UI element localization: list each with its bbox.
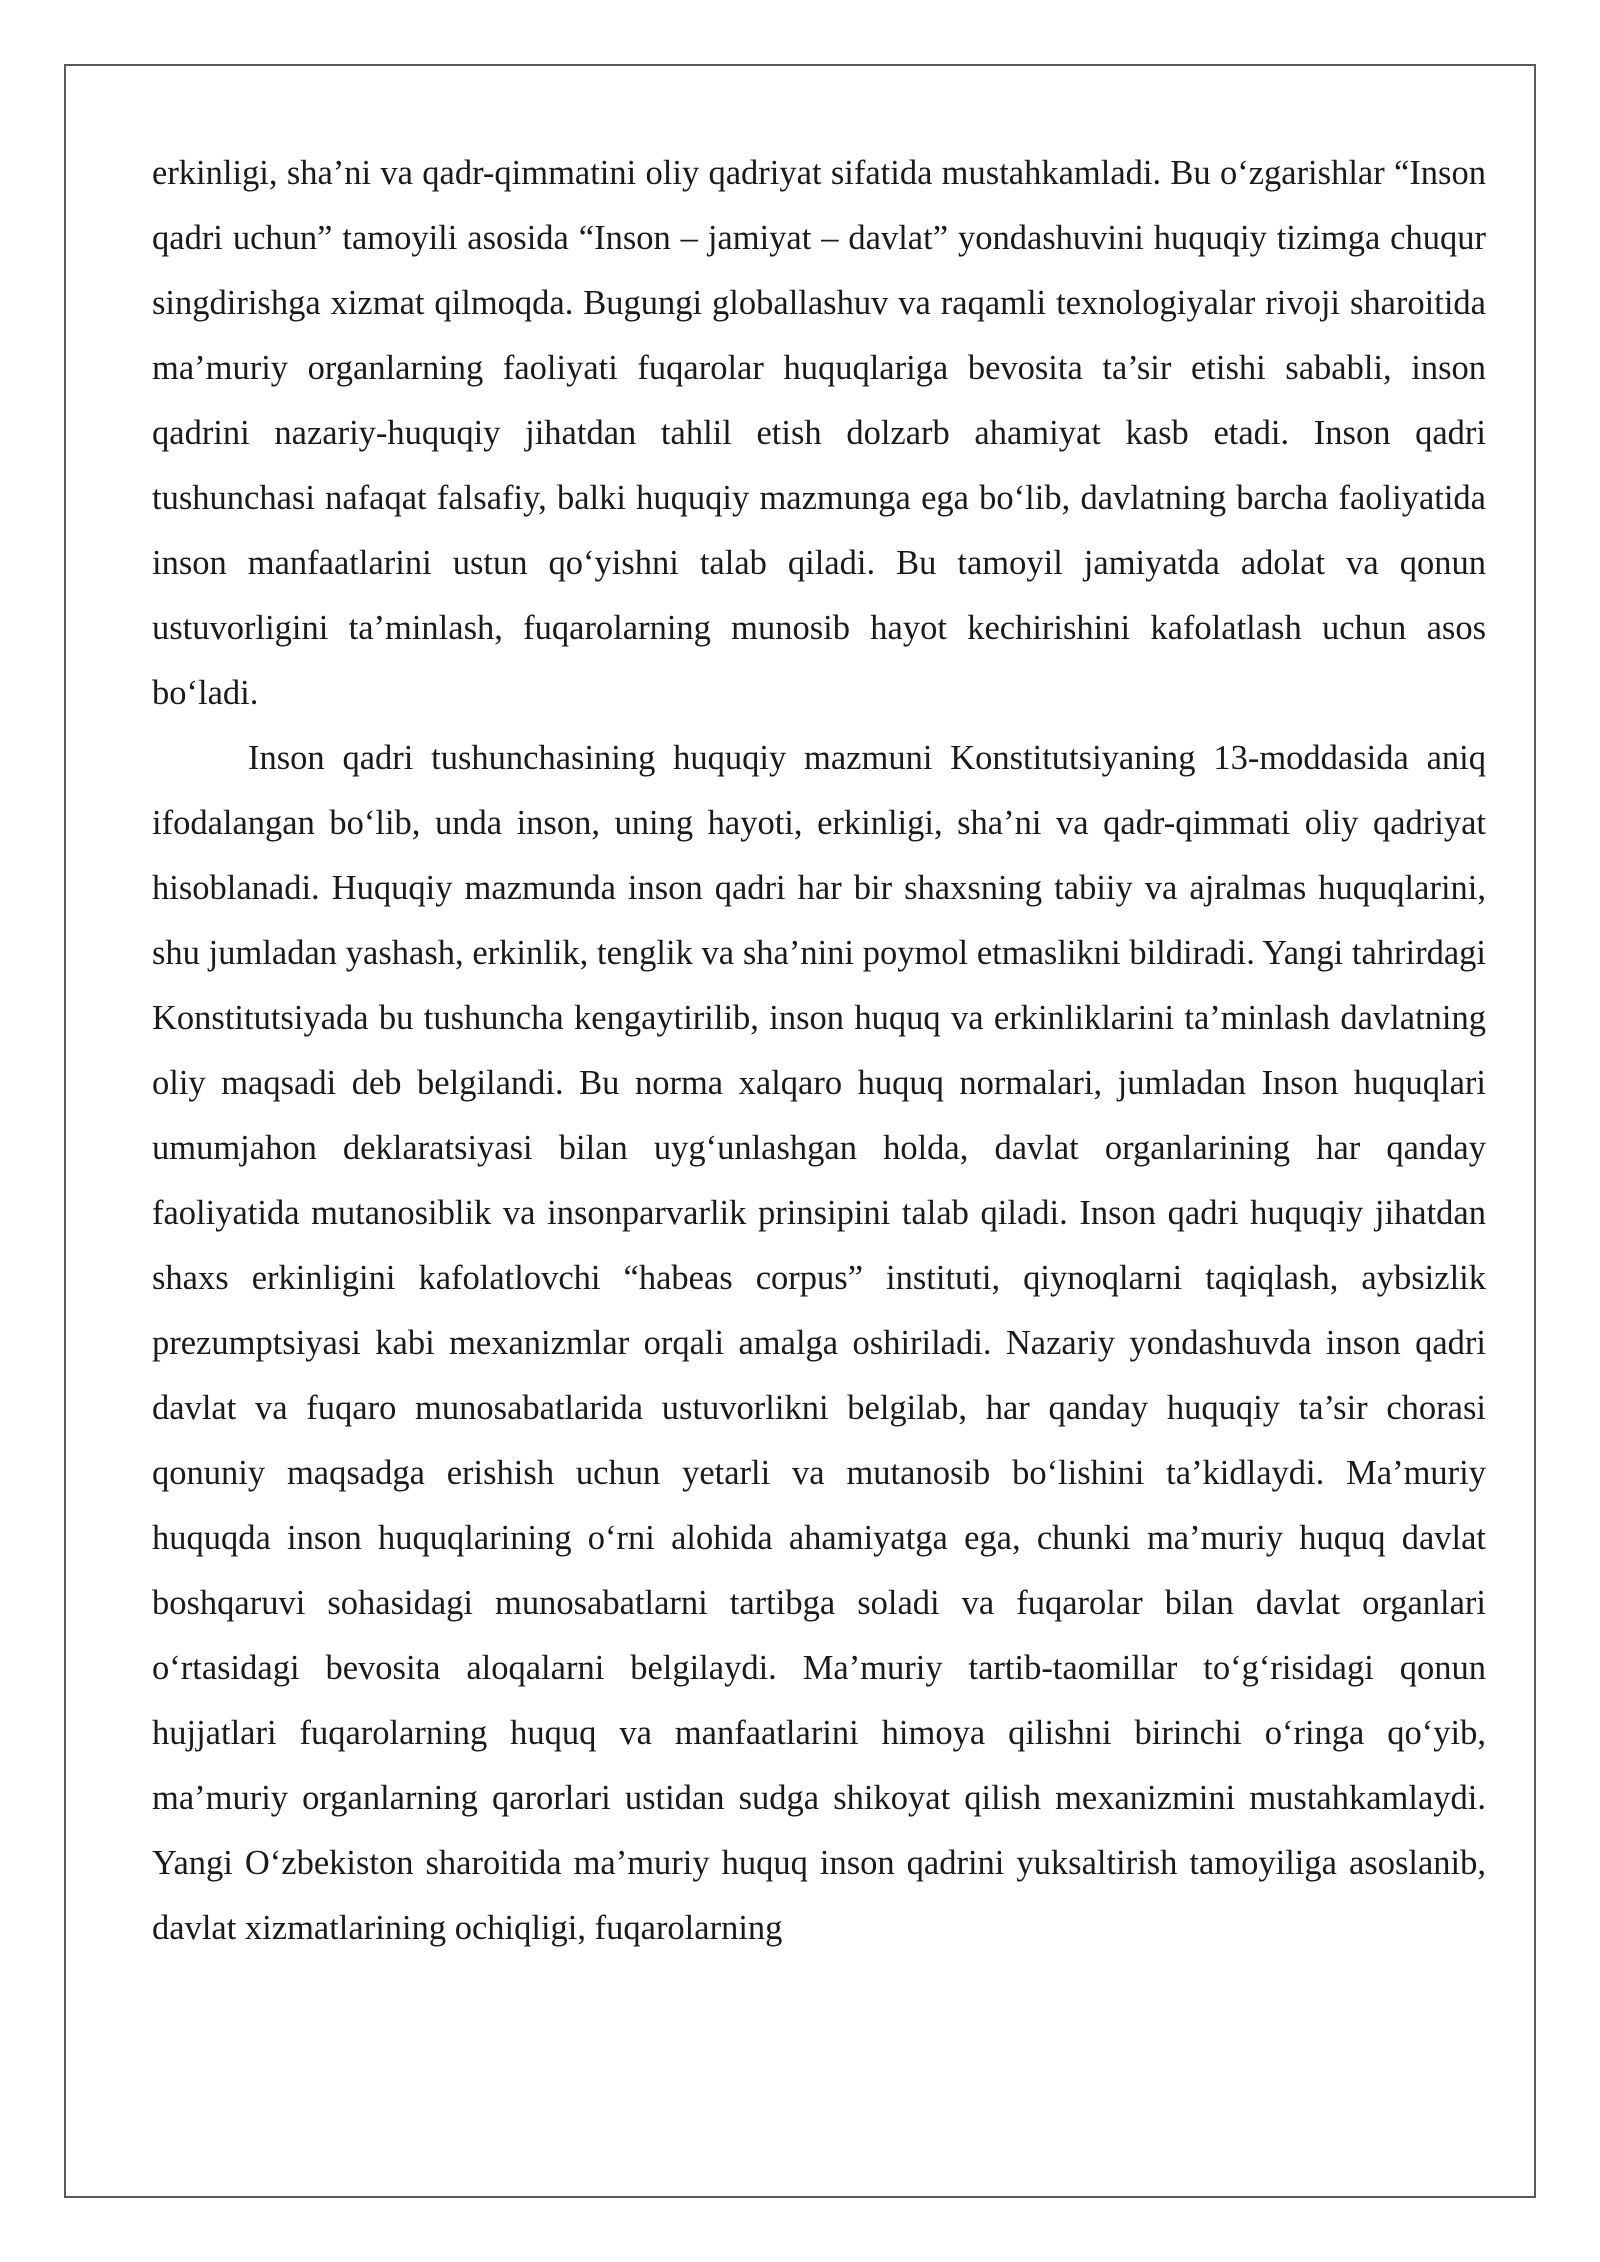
paragraph-inson-qadri: Inson qadri tushunchasining huquqiy mazmuni Konstitutsiyaning 13-moddasida aniq ifodalangan bo‘lib, unda inson, uning hayoti, erkinligi, sha’ni va qadr-qimmati oliy qadriyat hisoblanadi. Huquqiy mazmunda inson qadri har bir shaxsning tabiiy va ajralmas huquqlarini, shu jumladan yashash, erkinlik, tenglik va sha’nini poymol etmaslikni bildiradi. Yangi tahrirdagi Konstitutsiyada bu tushuncha kengaytirilib, inson huquq va erkinliklarini ta’minlash davlatning oliy maqsadi deb belgilandi. Bu norma xalqaro huquq normalari, jumladan Inson huquqlari umumjahon deklaratsiyasi bilan uyg‘unlashgan holda, davlat organlarining har qanday faoliyatida mutanosiblik va insonparvarlik prinsipini talab qiladi. Inson qadri huquqiy jihatdan shaxs erkinligini kafolatlovchi “habeas corpus” instituti, qiynoqlarni taqiqlash, aybsizlik prezumptsiyasi kabi mexanizmlar orqali amalga oshiriladi. Nazariy yondashuvda inson qadri davlat va fuqaro munosabatlarida ustuvorlikni belgilab, har qanday huquqiy ta’sir chorasi qonuniy maqsadga erishish uchun yetarli va mutanosib bo‘lishini ta’kidlaydi. Ma’muriy huquqda inson huquqlarining o‘rni alohida ahamiyatga ega, chunki ma’muriy huquq davlat boshqaruvi sohasidagi munosabatlarni tartibga soladi va fuqarolar bilan davlat organlari o‘rtasidagi bevosita aloqalarni belgilaydi. Ma’muriy tartib-taomillar to‘g‘risidagi qonun hujjatlari fuqarolarning huquq va manfaatlarini himoya qilishni birinchi o‘ringa qo‘yib, ma’muriy organlarning qarorlari ustidan sudga shikoyat qilish mexanizmini mustahkamlaydi. Yangi O‘zbekiston sharoitida ma’muriy huquq inson qadrini yuksaltirish tamoyiliga asoslanib, davlat xizmatlarining ochiqligi, fuqarolarning xyxy=(152,739,1486,1947)
document-body xyxy=(152,141,1486,1961)
paragraph-continuation: erkinligi, sha’ni va qadr-qimmatini oliy qadriyat sifatida mustahkamladi. Bu o‘zgarishlar “Inson qadri uchun” tamoyili asosida “Inson – jamiyat – davlat” yondashuvini huquqiy tizimga chuqur singdirishga xizmat qilmoqda. Bugungi globallashuv va raqamli texnologiyalar rivoji sharoitida ma’muriy organlarning faoliyati fuqarolar huquqlariga bevosita ta’sir etishi sababli, inson qadrini nazariy-huquqiy jihatdan tahlil etish dolzarb ahamiyat kasb etadi. Inson qadri tushunchasi nafaqat falsafiy, balki huquqiy mazmunga ega bo‘lib, davlatning barcha faoliyatida inson manfaatlarini ustun qo‘yishni talab qiladi. Bu tamoyil jamiyatda adolat va qonun ustuvorligini ta’minlash, fuqarolarning munosib hayot kechirishini kafolatlash uchun asos bo‘ladi. xyxy=(152,154,1486,712)
